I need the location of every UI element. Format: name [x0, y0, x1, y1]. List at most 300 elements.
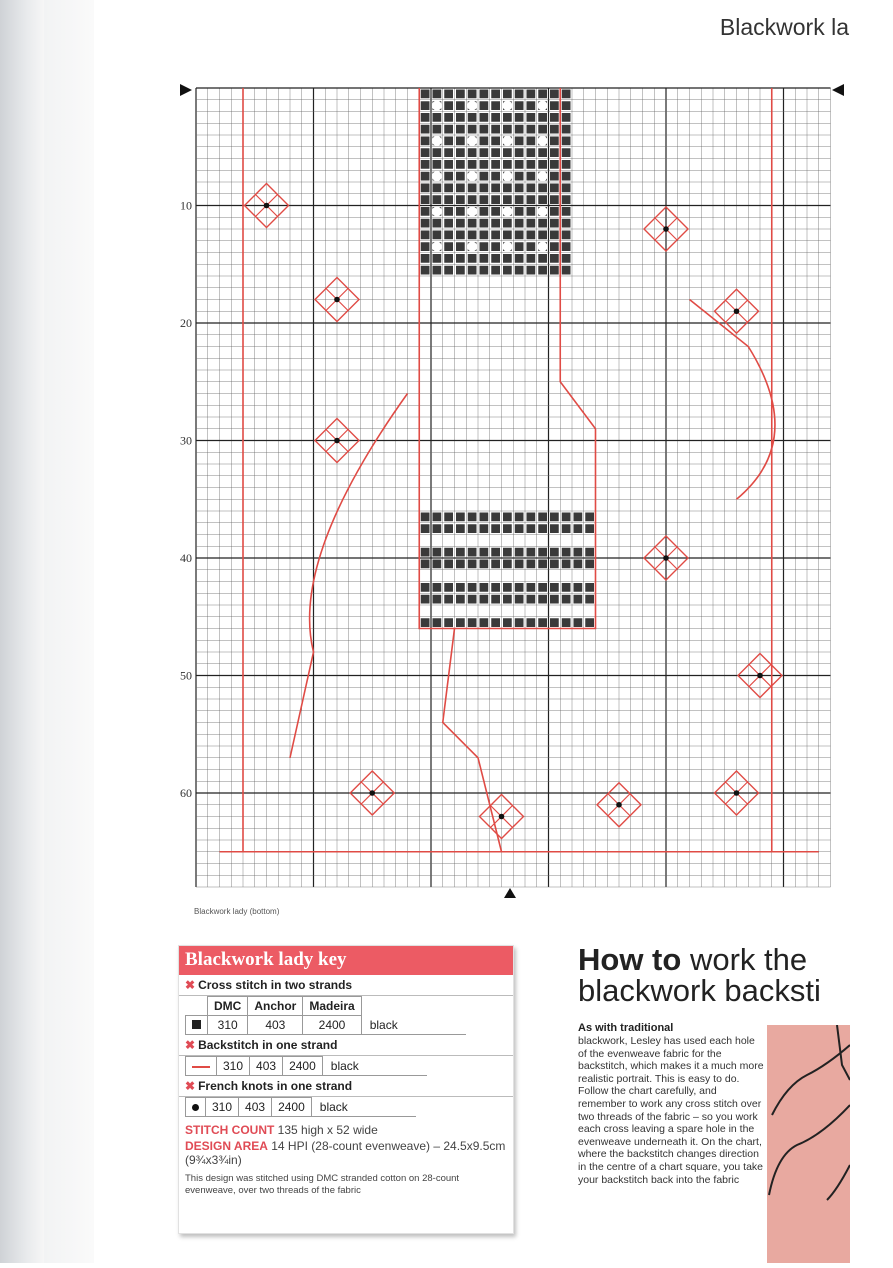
- fill-stitch: [433, 160, 442, 169]
- fill-stitch: [444, 113, 453, 122]
- fill-stitch: [421, 242, 430, 251]
- key-table-backstitch: [185, 1056, 427, 1076]
- fill-stitch: [468, 513, 477, 522]
- anchor-value: 403: [250, 1057, 283, 1076]
- fill-stitch: [515, 618, 524, 627]
- madeira-value: 2400: [272, 1098, 312, 1117]
- fill-stitch: [433, 583, 442, 592]
- fill-stitch: [421, 219, 430, 228]
- fill-stitch: [480, 137, 489, 146]
- fill-stitch: [456, 560, 465, 569]
- fill-stitch: [468, 90, 477, 99]
- fill-stitch: [456, 231, 465, 240]
- fill-stitch: [421, 231, 430, 240]
- fill-stitch: [515, 125, 524, 134]
- color-name: black: [311, 1098, 416, 1117]
- fill-stitch: [527, 219, 536, 228]
- fill-stitch: [421, 137, 430, 146]
- fill-stitch: [444, 595, 453, 604]
- fill-stitch: [456, 219, 465, 228]
- fill-stitch: [503, 583, 512, 592]
- fill-stitch: [527, 548, 536, 557]
- fill-stitch: [433, 113, 442, 122]
- fill-stitch: [421, 125, 430, 134]
- fill-stitch: [538, 548, 547, 557]
- fill-stitch: [421, 160, 430, 169]
- fill-stitch: [550, 137, 559, 146]
- fill-stitch: [433, 148, 442, 157]
- fill-stitch: [515, 184, 524, 193]
- fill-stitch: [503, 524, 512, 533]
- french-knot: [663, 555, 669, 561]
- polka-dot: [502, 206, 512, 216]
- fill-stitch: [550, 513, 559, 522]
- anchor-value: 403: [239, 1098, 272, 1117]
- fill-stitch: [421, 90, 430, 99]
- fill-stitch: [468, 618, 477, 627]
- fill-stitch: [433, 219, 442, 228]
- fill-stitch: [503, 113, 512, 122]
- fill-stitch: [538, 219, 547, 228]
- fill-stitch: [503, 266, 512, 275]
- fill-stitch: [503, 560, 512, 569]
- fill-stitch: [433, 125, 442, 134]
- fill-stitch: [468, 524, 477, 533]
- fill-stitch: [491, 113, 500, 122]
- fill-stitch: [421, 113, 430, 122]
- fill-stitch: [550, 266, 559, 275]
- fill-stitch: [491, 137, 500, 146]
- fill-stitch: [538, 148, 547, 157]
- fill-stitch: [421, 583, 430, 592]
- fill-stitch: [562, 513, 571, 522]
- fill-stitch: [480, 560, 489, 569]
- row-label: 10: [180, 198, 192, 213]
- fill-stitch: [585, 548, 594, 557]
- fill-stitch: [433, 524, 442, 533]
- fill-stitch: [480, 113, 489, 122]
- fill-stitch: [562, 548, 571, 557]
- french-knot: [616, 802, 622, 808]
- fill-stitch: [421, 266, 430, 275]
- madeira-value: 2400: [283, 1057, 323, 1076]
- anchor-value: 403: [248, 1016, 303, 1035]
- fill-stitch: [480, 172, 489, 181]
- french-knot: [334, 438, 340, 444]
- fill-stitch: [550, 90, 559, 99]
- french-knot: [334, 297, 340, 303]
- fill-stitch: [468, 595, 477, 604]
- fill-stitch: [491, 560, 500, 569]
- key-section-french-knots: [179, 1076, 513, 1097]
- fill-stitch: [538, 266, 547, 275]
- fill-stitch: [491, 195, 500, 204]
- fill-stitch: [444, 90, 453, 99]
- fill-stitch: [585, 524, 594, 533]
- fill-stitch: [550, 160, 559, 169]
- fill-stitch: [527, 595, 536, 604]
- fill-stitch: [444, 560, 453, 569]
- fill-stitch: [480, 125, 489, 134]
- fill-stitch: [491, 524, 500, 533]
- fill-stitch: [468, 113, 477, 122]
- fill-stitch: [468, 125, 477, 134]
- polka-dot: [432, 136, 442, 146]
- fill-stitch: [491, 172, 500, 181]
- fill-stitch: [562, 583, 571, 592]
- cross-icon: ✖: [185, 1079, 196, 1093]
- french-knot: [499, 814, 505, 820]
- fill-stitch: [444, 101, 453, 110]
- fill-stitch: [491, 513, 500, 522]
- square-symbol-icon: [186, 1016, 208, 1035]
- polka-dot: [538, 242, 548, 252]
- fill-stitch: [515, 595, 524, 604]
- fill-stitch: [527, 160, 536, 169]
- fill-stitch: [527, 137, 536, 146]
- fill-stitch: [480, 101, 489, 110]
- key-note: This design was stitched using DMC stranded cotton on 28-count evenweave, over two threads of the fabric: [185, 1173, 460, 1196]
- fill-stitch: [527, 90, 536, 99]
- center-arrow: [180, 84, 192, 96]
- fill-stitch: [491, 231, 500, 240]
- fill-stitch: [444, 184, 453, 193]
- key-section-cross-stitch: [179, 975, 513, 996]
- fill-stitch: [468, 266, 477, 275]
- fill-stitch: [550, 595, 559, 604]
- stitch-count: STITCH COUNT 135 high x 52 wide: [185, 1123, 378, 1137]
- fill-stitch: [538, 184, 547, 193]
- french-knot: [264, 203, 270, 209]
- fill-stitch: [468, 148, 477, 157]
- fill-stitch: [574, 548, 583, 557]
- dmc-value: 310: [217, 1057, 250, 1076]
- fill-stitch: [515, 172, 524, 181]
- fill-stitch: [491, 595, 500, 604]
- fill-stitch: [574, 513, 583, 522]
- fill-stitch: [538, 195, 547, 204]
- fill-stitch: [562, 137, 571, 146]
- dmc-value: 310: [208, 1016, 248, 1035]
- fill-stitch: [515, 548, 524, 557]
- cross-icon: ✖: [185, 1038, 196, 1052]
- design-area: DESIGN AREA 14 HPI (28-count evenweave) – 24.5x9.5cm (9¾x3¾in): [185, 1139, 506, 1167]
- madeira-value: 2400: [303, 1016, 361, 1035]
- fill-stitch: [503, 618, 512, 627]
- key-section-backstitch: [179, 1035, 513, 1056]
- fill-stitch: [456, 266, 465, 275]
- fill-stitch: [503, 595, 512, 604]
- fill-stitch: [585, 513, 594, 522]
- section-heading: French knots in one strand: [198, 1079, 353, 1093]
- fill-stitch: [480, 583, 489, 592]
- polka-dot: [467, 242, 477, 252]
- fill-stitch: [503, 548, 512, 557]
- polka-dot: [467, 101, 477, 111]
- fill-stitch: [421, 148, 430, 157]
- line-symbol-icon: [186, 1057, 217, 1076]
- fill-stitch: [503, 125, 512, 134]
- fill-stitch: [562, 560, 571, 569]
- fill-stitch: [444, 254, 453, 263]
- running-head: Blackwork la: [719, 14, 849, 40]
- fill-stitch: [527, 618, 536, 627]
- col-dmc: DMC: [208, 997, 248, 1016]
- fill-stitch: [433, 548, 442, 557]
- fill-stitch: [527, 583, 536, 592]
- key-title: Blackwork lady key: [179, 946, 513, 975]
- fill-stitch: [468, 231, 477, 240]
- polka-dot: [467, 136, 477, 146]
- fill-stitch: [585, 583, 594, 592]
- fill-stitch: [574, 583, 583, 592]
- fill-stitch: [538, 90, 547, 99]
- fill-stitch: [527, 125, 536, 134]
- french-knot: [369, 790, 375, 796]
- fill-stitch: [444, 583, 453, 592]
- fill-stitch: [480, 524, 489, 533]
- fill-stitch: [456, 101, 465, 110]
- fill-stitch: [456, 548, 465, 557]
- fill-stitch: [585, 560, 594, 569]
- fill-stitch: [444, 219, 453, 228]
- fill-stitch: [527, 254, 536, 263]
- fill-stitch: [468, 560, 477, 569]
- fill-stitch: [527, 148, 536, 157]
- fill-stitch: [456, 125, 465, 134]
- fill-stitch: [515, 90, 524, 99]
- fill-stitch: [550, 242, 559, 251]
- fill-stitch: [515, 160, 524, 169]
- howto-body: blackwork, Lesley has used each hole of the evenweave fabric for the backstitch, which makes it a much more realistic portrait. This is easy to do. Follow the chart carefully, and remember to work any cross stitch over two threads of the fabric – so you work each cross leaving a spare hole in the evenweave underneath it. On the chart, where the backstitch changes direction in the centre of a chart square, you take your backstitch back into the fabric: [578, 1035, 764, 1186]
- fill-stitch: [503, 160, 512, 169]
- fill-stitch: [491, 583, 500, 592]
- fill-stitch: [444, 618, 453, 627]
- section-heading: Backstitch in one strand: [198, 1038, 338, 1052]
- fill-stitch: [562, 254, 571, 263]
- fill-stitch: [421, 560, 430, 569]
- polka-dot: [467, 171, 477, 181]
- fill-stitch: [562, 219, 571, 228]
- fill-stitch: [456, 137, 465, 146]
- fill-stitch: [550, 219, 559, 228]
- howto-lead: As with traditional: [578, 1022, 674, 1034]
- fill-stitch: [538, 160, 547, 169]
- fill-stitch: [562, 524, 571, 533]
- fill-stitch: [527, 195, 536, 204]
- fill-stitch: [527, 513, 536, 522]
- fill-stitch: [503, 184, 512, 193]
- fill-stitch: [574, 560, 583, 569]
- fill-stitch: [515, 524, 524, 533]
- fill-stitch: [527, 101, 536, 110]
- fill-stitch: [480, 90, 489, 99]
- howto-title: How to work the blackwork backsti: [578, 942, 821, 1008]
- fill-stitch: [574, 595, 583, 604]
- fill-stitch: [562, 160, 571, 169]
- fill-stitch: [480, 266, 489, 275]
- fill-stitch: [562, 125, 571, 134]
- cross-stitch-chart: [170, 80, 850, 900]
- fill-stitch: [562, 231, 571, 240]
- fill-stitch: [527, 231, 536, 240]
- fill-stitch: [433, 90, 442, 99]
- fill-stitch: [433, 618, 442, 627]
- french-knot: [663, 226, 669, 232]
- fill-stitch: [550, 195, 559, 204]
- fill-stitch: [456, 113, 465, 122]
- fill-stitch: [503, 513, 512, 522]
- fill-stitch: [421, 207, 430, 216]
- fill-stitch: [515, 137, 524, 146]
- fill-stitch: [468, 184, 477, 193]
- fill-stitch: [515, 101, 524, 110]
- fill-stitch: [491, 219, 500, 228]
- fill-stitch: [550, 113, 559, 122]
- polka-dot: [538, 101, 548, 111]
- fill-stitch: [538, 583, 547, 592]
- fill-stitch: [562, 242, 571, 251]
- fill-stitch: [433, 560, 442, 569]
- fill-stitch: [480, 219, 489, 228]
- fill-stitch: [456, 583, 465, 592]
- fill-stitch: [480, 513, 489, 522]
- fill-stitch: [538, 560, 547, 569]
- cross-icon: ✖: [185, 978, 196, 992]
- fill-stitch: [456, 195, 465, 204]
- fill-stitch: [538, 231, 547, 240]
- row-label: 40: [180, 551, 192, 565]
- fill-stitch: [421, 618, 430, 627]
- fill-stitch: [515, 254, 524, 263]
- fill-stitch: [480, 195, 489, 204]
- fill-stitch: [491, 548, 500, 557]
- fill-stitch: [491, 160, 500, 169]
- fill-stitch: [456, 595, 465, 604]
- fill-stitch: [421, 101, 430, 110]
- fill-stitch: [527, 207, 536, 216]
- key-table-cross-stitch: [185, 996, 466, 1035]
- fill-stitch: [562, 184, 571, 193]
- fill-stitch: [527, 266, 536, 275]
- center-arrow: [504, 888, 516, 898]
- fill-stitch: [421, 548, 430, 557]
- fill-stitch: [444, 231, 453, 240]
- fill-stitch: [538, 254, 547, 263]
- fill-stitch: [503, 231, 512, 240]
- polka-dot: [432, 101, 442, 111]
- fill-stitch: [444, 125, 453, 134]
- polka-dot: [538, 136, 548, 146]
- fill-stitch: [444, 160, 453, 169]
- fill-stitch: [515, 195, 524, 204]
- fill-stitch: [491, 148, 500, 157]
- fill-stitch: [550, 583, 559, 592]
- fill-stitch: [550, 184, 559, 193]
- fill-stitch: [491, 90, 500, 99]
- fill-stitch: [562, 90, 571, 99]
- fill-stitch: [503, 195, 512, 204]
- fill-stitch: [574, 524, 583, 533]
- french-knot: [734, 790, 740, 796]
- fill-stitch: [456, 618, 465, 627]
- row-label: 50: [180, 668, 192, 683]
- fill-stitch: [550, 560, 559, 569]
- fill-stitch: [444, 137, 453, 146]
- fill-stitch: [550, 524, 559, 533]
- polka-dot: [502, 242, 512, 252]
- col-madeira: Madeira: [303, 997, 361, 1016]
- fill-stitch: [433, 254, 442, 263]
- fill-stitch: [433, 195, 442, 204]
- dmc-value: 310: [206, 1098, 239, 1117]
- chart-caption: Blackwork lady (bottom): [194, 907, 280, 916]
- fill-stitch: [562, 595, 571, 604]
- fill-stitch: [456, 148, 465, 157]
- fill-stitch: [421, 595, 430, 604]
- fill-stitch: [562, 113, 571, 122]
- fill-stitch: [538, 125, 547, 134]
- fill-stitch: [562, 266, 571, 275]
- fill-stitch: [491, 618, 500, 627]
- fill-stitch: [538, 113, 547, 122]
- fill-stitch: [527, 113, 536, 122]
- fill-stitch: [574, 618, 583, 627]
- fill-stitch: [527, 560, 536, 569]
- fill-stitch: [480, 618, 489, 627]
- fill-stitch: [456, 90, 465, 99]
- fill-stitch: [550, 148, 559, 157]
- fill-stitch: [421, 195, 430, 204]
- fill-stitch: [468, 254, 477, 263]
- fill-stitch: [550, 172, 559, 181]
- fill-stitch: [527, 524, 536, 533]
- fill-stitch: [480, 207, 489, 216]
- polka-dot: [538, 171, 548, 181]
- fill-stitch: [421, 184, 430, 193]
- fill-stitch: [444, 207, 453, 216]
- fill-stitch: [527, 184, 536, 193]
- fill-stitch: [468, 195, 477, 204]
- fill-stitch: [562, 101, 571, 110]
- polka-dot: [432, 242, 442, 252]
- fill-stitch: [456, 160, 465, 169]
- stitch-photo: [767, 1025, 850, 1263]
- chart-grid: [170, 80, 850, 900]
- polka-dot: [502, 101, 512, 111]
- fill-stitch: [468, 219, 477, 228]
- fill-stitch: [433, 595, 442, 604]
- fill-stitch: [491, 254, 500, 263]
- polka-dot: [502, 136, 512, 146]
- fill-stitch: [444, 548, 453, 557]
- fill-stitch: [491, 242, 500, 251]
- fill-stitch: [515, 207, 524, 216]
- fill-stitch: [444, 172, 453, 181]
- polka-dot: [538, 206, 548, 216]
- fill-stitch: [421, 254, 430, 263]
- fill-stitch: [456, 254, 465, 263]
- fill-stitch: [550, 231, 559, 240]
- fill-stitch: [421, 524, 430, 533]
- fill-stitch: [562, 148, 571, 157]
- fill-stitch: [480, 548, 489, 557]
- fill-stitch: [456, 513, 465, 522]
- fill-stitch: [456, 242, 465, 251]
- fill-stitch: [468, 548, 477, 557]
- fill-stitch: [444, 266, 453, 275]
- magazine-spine: [0, 0, 44, 1263]
